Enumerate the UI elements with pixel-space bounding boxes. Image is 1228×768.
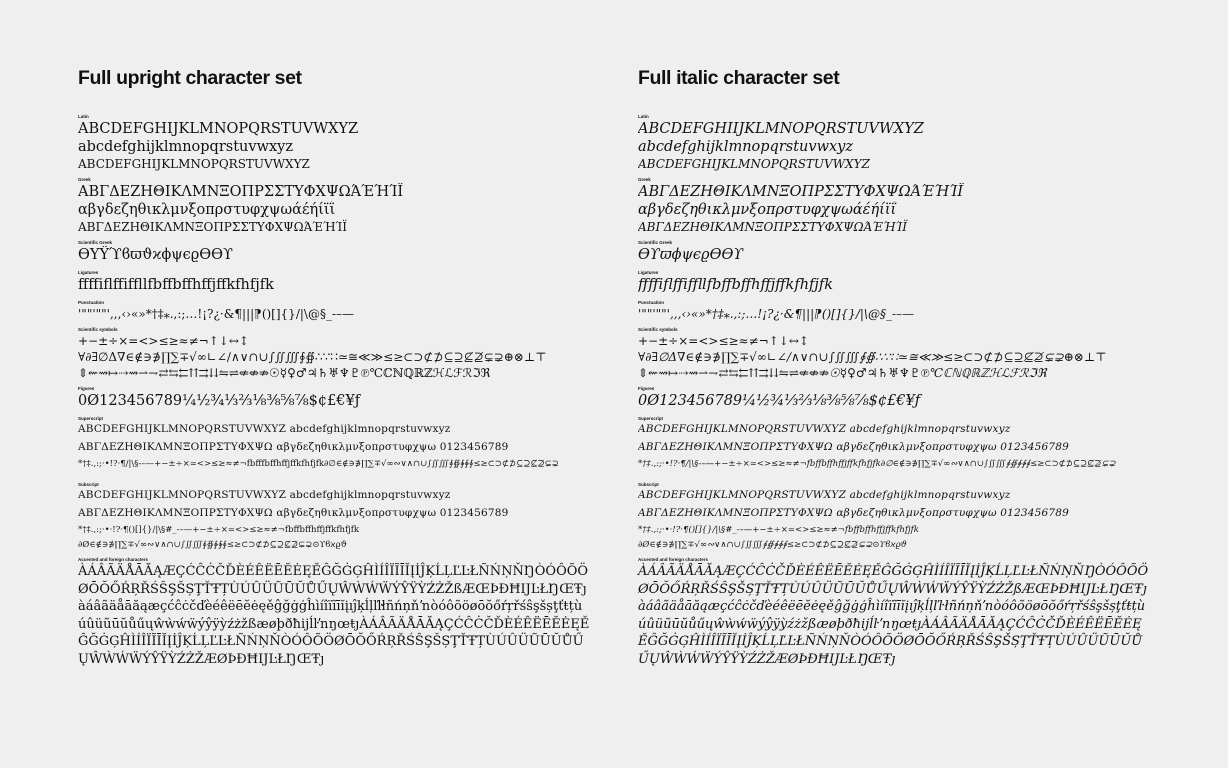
greek-label: Greek [638,177,651,182]
accented-label: Accented and foreign characters [638,557,709,562]
figures-glyphs: 0Ø123456789¼½¾⅓⅔⅛⅜⅝⅞$¢£€¥ƒ [78,393,361,409]
latin-label: Latin [78,114,89,119]
accented-glyphs: ÀÁÂÃÄÅĀĂĄÆÇĆĈĊČĎÈÉÊËĒĔĖĘĚĜĞĠĢĤÌÍÎÏĨĪĬĮİĴĶĹĻĽĿŁÑŃŅŇŊÒÓÔÕÖØŌŎŐŔŖŘŚŜŞŠȘŢŤŦȚÙÚÛÜŨŪŬŮŰŲŴẀẂẄÝŶŸỲŹŻŽßÆŒÞÐĦIJĿŁŊŒŦȷàáâãäåāăąæçćĉċčďèéêëēĕėęěĝğġģĥìíîïĩīĭįıĵķĺļľŀłñńņňŉòóôõöøōŏőŕŗřśŝşšșţťŧțùúûüũūŭůűųŵẁẃẅýŷÿỳźżžßæøþðħijĺŀŉŋœŧȷÀÁÂÃÄÅĀĂĄÇĆĈĊČĎÈÉÊËĒĔĖĘĚĜĞĠĢĤÌÍÎÏĨĪĬĮİĴĶĹĻĽĿŁÑŃŅŇÒÓÔÕÖØŌŎŐŔŖŘŚŜŞŠȘŢŤŦȚÙÚÛÜŨŪŬŮŰŲŴẀẂẄÝŶŸỲŹŻŽÆØÞÐĦIJĿŁŊŒŦȷ [638,564,1149,667]
upright-column [78,66,598,668]
punctuation-label: Punctuation [78,300,104,305]
greek-small-caps: ΑΒΓΔΕΖΗΘΙΚΛΜΝΞΟΠΡΣΣΤΥΦΧΨΩΆΈΉΊΪ [638,220,908,234]
sci-symbols-row-2: ∀∂∃∅Δ∇∈∉∋∌∏∑∓√∞∟∠∕∧∨∩∪∫∬∭∮∯∴∵∷≃≅≪≫≤≥⊂⊃⊄⊅⊆⊇⊈⊉⊊⊋⊕⊗⊥⊤ [78,350,547,364]
subscript-label: Subscript [78,482,99,487]
italic-column [638,66,1158,668]
subscript-row-1: ABCDEFGHIJKLMNOPQRSTUVWXYZ abcdefghijklmnopqrstuvwxyz [638,489,1011,501]
figures-glyphs: 0Ø123456789¼½¾⅓⅔⅛⅜⅝⅞$¢£€¥ƒ [638,393,921,409]
subscript-row-3: *†‡.,:;·•·!?·¶()[]{}/|\§#_-–—+−±÷×=<>≤≥≈≠¬fbffbffhffjffkfhfjfk [638,525,919,535]
greek-label: Greek [78,177,91,182]
latin-uppercase: ABCDEFGHIJKLMNOPQRSTUVWXYZ [78,121,359,137]
subscript-row-3: *†‡.,:;·•·!?·¶()[]{}/|\§#_-–—+−±÷×=<>≤≥≈≠¬fbffbffhffjffkfhfjfk [78,525,360,535]
sci-greek-glyphs: ϴϒϖϕψϵϱϴϴϒ [638,247,744,263]
superscript-row-2: ΑΒΓΔΕΖΗΘΙΚΛΜΝΞΟΠΡΣΤΥΦΧΨΩ αβγδεζηθικλμνξοπρστυφχψω 0123456789 [78,441,509,453]
sci-symbols-row-1: +−±÷×=<>≤≥≈≠¬↑↓↔↕ [638,334,809,348]
latin-small-caps: ABCDEFGHIJKLMNOPQRSTUVWXYZ [78,157,310,171]
subscript-row-4: ∂Ø∈∉∋∌∏∑∓√∞∾∨∧∩∪∫∬∭∮∯∲∳∮≤≥⊂⊃⊄⊅⊆⊇⊈⊉⊊⊋⊙ϒϐϰϱϑ [78,540,347,550]
italic-title: Full italic character set [638,67,840,89]
superscript-label: Superscript [638,416,664,421]
sci-greek-label: Scientific Greek [78,240,113,245]
superscript-row-2: ΑΒΓΔΕΖΗΘΙΚΛΜΝΞΟΠΡΣΤΥΦΧΨΩ αβγδεζηθικλμνξοπρστυφχψω 0123456789 [638,441,1070,453]
superscript-label: Superscript [78,416,104,421]
upright-title: Full upright character set [78,67,302,89]
greek-small-caps: ΑΒΓΔΕΖΗΘΙΚΛΜΝΞΟΠΡΣΣΤΥΦΧΨΩΆΈΉΊΪ [78,220,348,234]
sci-symbols-row-2: ∀∂∃∅Δ∇∈∉∋∌∏∑∓√∞∟∠∕∧∨∩∪∫∬∭∮∯∴∵∷≃≅≪≫≤≥⊂⊃⊄⊅⊆⊇⊈⊉⊊⊋⊕⊗⊥⊤ [638,350,1107,364]
sci-symbols-row-3: ⇕⇜⇝↦⇢⇝⇀⇁⇄⇆⇇⇈⇉⇊⇋⇌⇍⇎⇏☉☿♀♂♃♄♅♆♇℗℃ℂℕℚℝℤℋℒℱℛℑℜ [78,366,491,380]
sci-symbols-label: Scientific symbols [638,327,678,332]
sci-symbols-label: Scientific symbols [78,327,118,332]
latin-lowercase: abcdefghijklmnopqrstuvwxyz [638,139,853,155]
punctuation-glyphs: '""'""',,,‹›«»*†‡⁎.,:;…!¡?¿·&¶|||⁋()[]{}/|\@§_-–— [638,307,914,321]
ligatures-glyphs: ffffiflffiffllfbffbffhffjffkfhfjfk [638,277,834,293]
latin-small-caps: ABCDEFGHIJKLMNOPQRSTUVWXYZ [638,157,870,171]
sci-greek-label: Scientific Greek [638,240,673,245]
punctuation-label: Punctuation [638,300,664,305]
latin-lowercase: abcdefghijklmnopqrstuvwxyz [78,139,293,155]
ligatures-label: Ligatures [78,270,99,275]
greek-lowercase: αβγδεζηθικλμνξοπρστυφχψωάέήίϊΐ [638,202,897,218]
figures-label: Figures [638,386,655,391]
sci-greek-glyphs: ϴΥΫϓϐϖϑϰϕψϵϱϴϴϒ [78,247,234,263]
superscript-row-1: ABCDEFGHIJKLMNOPQRSTUVWXYZ abcdefghijklmnopqrstuvwxyz [78,423,451,435]
latin-label: Latin [638,114,649,119]
ligatures-glyphs: ffffiflffiffllfbffbffhffjffkfhfjfk [78,277,274,293]
punctuation-glyphs: '""'""',,,‹›«»*†‡⁎.,:;…!¡?¿·&¶|||⁋()[]{}/|\@§_-–— [78,307,354,321]
subscript-row-2: ΑΒΓΔΕΖΗΘΙΚΛΜΝΞΟΠΡΣΤΥΦΧΨΩ αβγδεζηθικλμνξοπρστυφχψω 0123456789 [638,507,1070,519]
accented-glyphs: ÀÁÂÃÄÅĀĂĄÆÇĆĈĊČĎÈÉÊËĒĔĖĘĚĜĞĠĢĤÌÍÎÏĨĪĬĮİĴĶĹĻĽĿŁÑŃŅŇŊÒÓÔÕÖØŌŎŐŔŖŘŚŜŞŠȘŢŤŦȚÙÚÛÜŨŪŬŮŰŲŴẀẂẄÝŶŸỲŹŻŽßÆŒÞÐĦIJĿŁŊŒŦȷàáâãäåāăąæçćĉċčďèéêëēĕėęěĝğġģĥìíîïĩīĭįıĵķĺļľŀłñńņňŉòóôõöøōŏőŕŗřśŝşšșţťŧțùúûüũūŭůűųŵẁẃẅýŷÿỳźżžßæøþðħijĺŀŉŋœŧȷÀÁÂÃÄÅĀĂĄÇĆĈĊČĎÈÉÊËĒĔĖĘĚĜĞĠĢĤÌÍÎÏĨĪĬĮİĴĶĹĻĽĿŁÑŃŅŇÒÓÔÕÖØŌŎŐŔŖŘŚŜŞŠȘŢŤŦȚÙÚÛÜŨŪŬŮŰŲŴẀẂẄÝŶŸỲŹŻŽÆØÞÐĦIJĿŁŊŒŦȷ [78,564,590,667]
greek-lowercase: αβγδεζηθικλμνξοπρστυφχψωάέήίϊΐ [78,202,336,218]
subscript-row-2: ΑΒΓΔΕΖΗΘΙΚΛΜΝΞΟΠΡΣΤΥΦΧΨΩ αβγδεζηθικλμνξοπρστυφχψω 0123456789 [78,507,509,519]
figures-label: Figures [78,386,95,391]
latin-uppercase: ABCDEFGHIIJKLMNOPQRSTUVWXYZ [638,121,924,137]
greek-uppercase: ΑΒΓΔΕΖΗΘΙΚΛΜΝΞΟΠΡΣΣΤΥΦΧΨΩΆΈΉΊΪ [638,184,964,200]
subscript-label: Subscript [638,482,659,487]
superscript-row-3: *†‡.,:;·•!?·¶/|\§-–—+−±÷×=<>≤≥≈≠¬fbffbffhffjffkfhfjfk∂∅∈∉∋∌∏∑∓√∞∾∨∧∩∪∫∬∭∮∯∲∳∮≤≥⊂⊃⊄⊅⊆⊇⊈⊉⊊⊋ [638,459,1116,469]
greek-uppercase: ΑΒΓΔΕΖΗΘΙΚΛΜΝΞΟΠΡΣΣΤΥΦΧΨΩΆΈΉΊΪ [78,184,404,200]
sci-symbols-row-1: +−±÷×=<>≤≥≈≠¬↑↓↔↕ [78,334,249,348]
ligatures-label: Ligatures [638,270,659,275]
accented-label: Accented and foreign characters [78,557,149,562]
superscript-row-1: ABCDEFGHIJKLMNOPQRSTUVWXYZ abcdefghijklmnopqrstuvwxyz [638,423,1011,435]
sci-symbols-row-3: ⇕⇜⇝↦⇢⇝⇀⇁⇄⇆⇇⇈⇉⇊⇋⇌⇍⇎⇏☉☿♀♂♃♄♅♆♇℗℃ℂℕℚℝℤℋℒℱℛℑℜ [638,366,1047,380]
superscript-row-3: *†‡.,:;·•!?·¶/|\§-–—+−±÷×=<>≤≥≈≠¬fbfffbffhffjffkfhfjfk∂∅∈∉∋∌∏∑∓√∞∾∨∧∩∪∫∬∭∮∯∲∳∮≤≥⊂⊃⊄⊅⊆⊇⊈⊉⊊⊋ [78,459,559,469]
subscript-row-1: ABCDEFGHIJKLMNOPQRSTUVWXYZ abcdefghijklmnopqrstuvwxyz [78,489,451,501]
subscript-row-4: ∂Ø∈∉∋∌∏∑∓√∞∾∨∧∩∪∫∬∭∮∯∲∳∮≤≥⊂⊃⊄⊅⊆⊇⊈⊉⊊⊋⊙ϒϐϰϱϑ [638,540,907,550]
